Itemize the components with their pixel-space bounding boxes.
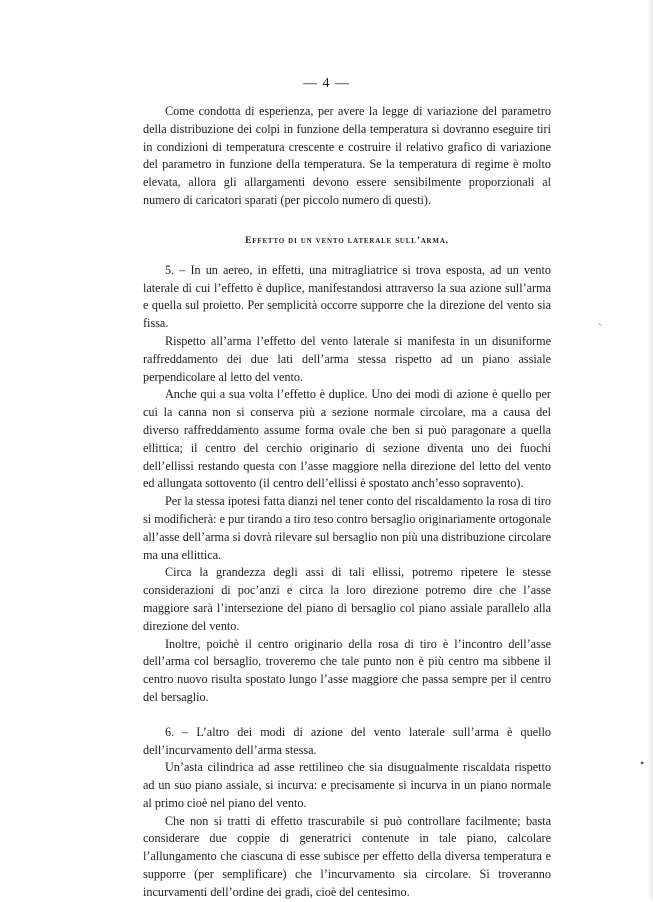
paragraph: Per la stessa ipotesi fatta dianzi nel tener conto del riscaldamento la rosa di tiro si modificherà: e pur tirando a tiro teso contro bersaglio originariamente ortogonale all’asse dell’arma si dovrà rilevare sul bersaglio non più una distribuzione circolare ma una ellittica. [143, 494, 551, 562]
paragraph: Rispetto all’arma l’effetto del vento laterale si manifesta in un disuniforme raffreddamento dei due lati dell’arma stessa rispetto ad un piano assiale perpendicolare al letto del vento. [143, 333, 551, 384]
paragraph: Anche qui a sua volta l’effetto è duplice. Uno dei modi di azione è quello per cui la canna non si conserva più a sezione normale circolare, ma a causa del diverso raffreddamento assume forma ovale che ben si può paragonare a quella ellittica; il centro del cerchio originario di sezione diventa uno dei fuochi dell’ellissi restando questa con l’asse maggiore nella direzione del letto del vento ed allungata sottovento (il centro dell’ellissi è spostato anch’esso sopravento). [143, 387, 551, 491]
paragraph-section-5-opening: 5. – In un aereo, in effetti, una mitragliatrice si trova esposta, ad un vento laterale di cui l’effetto è duplice, manifestandosi attraverso la sua azione sull’arma e quella sul proietto. Per semplicità occorre supporre che la direzione del vento sia fissa. [143, 262, 551, 331]
page-edge-shadow [648, 0, 653, 900]
section-gap [143, 707, 551, 724]
paragraph-intro: Come condotta di esperienza, per avere la legge di variazione del parametro della distribuzione dei colpi in funzione della temperatura si dovranno eseguire tiri in condizioni di temperatura crescente e costruire il relativo grafico di variazione del parametro in funzione della temperatura. Se la temperatura di regime è molto elevata, allora gli allargamenti devono essere sensibilmente proporzionali al numero di caricatori sparati (per piccolo numero di questi). [143, 104, 551, 207]
paragraph: Che non si tratti di effetto trascurabile si può controllare facilmente; basta considerare due coppie di generatrici contenute in tale piano, calcolare l’allungamento che ciascuna di esse subisce per effetto della diversa temperatura e supporre (per semplificare) che l’incurvamento sia circolare. Si troveranno incurvamenti dell’ordine dei gradi, cioè del centesimo. [143, 813, 551, 899]
paragraph: Un’asta cilindrica ad asse rettilineo che sia disugualmente riscaldata rispetto ad un suo piano assiale, si incurva: e precisamente si incurva in un piano normale al primo cioè nel piano del vento. [143, 760, 551, 810]
page-body [143, 103, 551, 902]
paragraph-section-6-opening: 6. – L’altro dei modi di azione del vento laterale sull’arma è quello dell’incurvamento dell’arma stessa. [143, 724, 551, 757]
paragraph: Circa la grandezza degli assi di tali ellissi, potremo ripetere le stesse considerazioni di poc’anzi e circa la loro direzione potremo dire che l’asse maggiore sarà l’intersezione del piano di bersaglio col piano assiale parallelo alla direzione del vento. [143, 565, 551, 633]
page-number: — 4 — [303, 76, 350, 91]
paragraph: Inoltre, poichè il centro originario della rosa di tiro è l’incontro dell’asse dell’arma col bersaglio, troveremo che tale punto non è più centro ma sibbene il centro nuovo risulta spostato lungo l’asse maggiore che passa sempre per il centro del bersaglio. [143, 636, 551, 704]
margin-mark: • [640, 756, 645, 770]
section-heading: Effetto di un vento laterale sull’arma. [245, 234, 449, 246]
margin-mark: ` [598, 321, 602, 335]
